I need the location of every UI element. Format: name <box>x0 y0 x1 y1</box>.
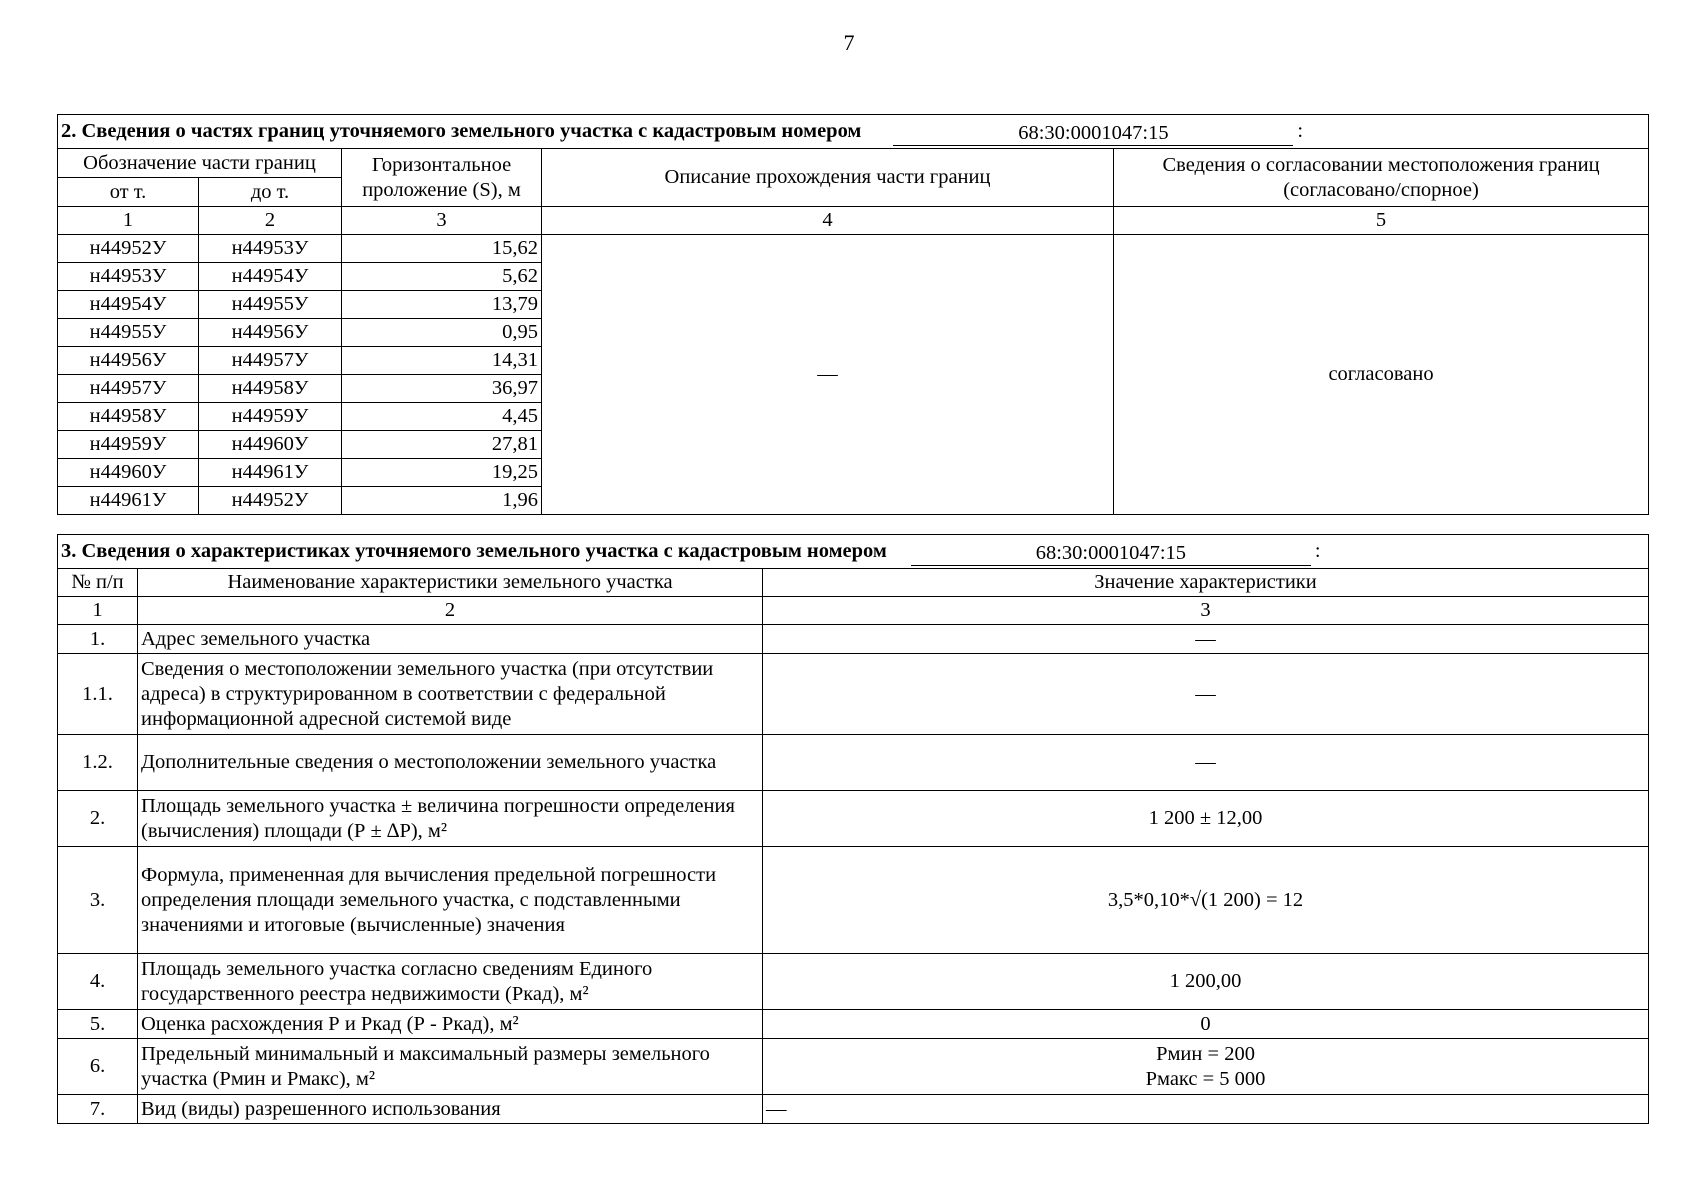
point-from: н44953У <box>58 263 199 291</box>
section2-title: 2. Сведения о частях границ уточняемого земельного участка с кадастровым номером <box>61 120 862 142</box>
header-num: № п/п <box>58 569 138 597</box>
row-number: 1.1. <box>58 654 138 735</box>
row-number: 6. <box>58 1039 138 1095</box>
characteristic-value: 0 <box>763 1010 1649 1039</box>
horizontal-distance: 1,96 <box>342 487 542 515</box>
col-number: 4 <box>542 207 1114 235</box>
characteristic-value: — <box>763 1095 1649 1124</box>
min-area-value: Рмин = 200 <box>1156 1042 1255 1065</box>
point-to: н44960У <box>199 431 342 459</box>
point-to: н44952У <box>199 487 342 515</box>
row-number: 1.2. <box>58 735 138 791</box>
col-number: 1 <box>58 597 138 625</box>
header-horizontal: Горизонтальное проложение (S), м <box>342 149 542 207</box>
agreement-value: согласовано <box>1114 235 1649 515</box>
table-row <box>58 1039 1649 1095</box>
section3-title: 3. Сведения о характеристиках уточняемого земельного участка с кадастровым номером <box>61 540 887 562</box>
point-from: н44952У <box>58 235 199 263</box>
characteristic-value: — <box>763 625 1649 654</box>
table-row <box>58 625 1649 654</box>
point-to: н44959У <box>199 403 342 431</box>
point-from: н44956У <box>58 347 199 375</box>
point-from: н44955У <box>58 319 199 347</box>
point-to: н44957У <box>199 347 342 375</box>
characteristic-name: Площадь земельного участка согласно сведениям Единого государственного реестра недвижимости (Ркад), м² <box>138 954 763 1010</box>
horizontal-distance: 13,79 <box>342 291 542 319</box>
section2-header-row <box>58 149 1649 178</box>
point-to: н44954У <box>199 263 342 291</box>
characteristic-value: 1 200 ± 12,00 <box>763 791 1649 847</box>
characteristic-name: Дополнительные сведения о местоположении земельного участка <box>138 735 763 791</box>
section3-cadastral-number: 68:30:0001047:15 <box>911 541 1311 566</box>
table-row <box>58 654 1649 735</box>
characteristic-name: Адрес земельного участка <box>138 625 763 654</box>
header-value: Значение характеристики <box>763 569 1649 597</box>
point-from: н44961У <box>58 487 199 515</box>
table-row <box>58 1095 1649 1124</box>
horizontal-distance: 36,97 <box>342 375 542 403</box>
horizontal-distance: 4,45 <box>342 403 542 431</box>
table-row <box>58 791 1649 847</box>
table-row <box>58 735 1649 791</box>
description-value: — <box>542 235 1114 515</box>
point-to: н44953У <box>199 235 342 263</box>
boundary-parts-table <box>57 114 1649 515</box>
row-number: 1. <box>58 625 138 654</box>
table-row <box>58 954 1649 1010</box>
characteristic-value: 3,5*0,10*√(1 200) = 12 <box>763 847 1649 954</box>
point-to: н44958У <box>199 375 342 403</box>
point-to: н44961У <box>199 459 342 487</box>
characteristic-value <box>763 1039 1649 1095</box>
col-number: 3 <box>342 207 542 235</box>
section3-header-row <box>58 569 1649 597</box>
header-agreement: Сведения о согласовании местоположения границ (согласовано/спорное) <box>1114 149 1649 207</box>
characteristic-name: Площадь земельного участка ± величина погрешности определения (вычисления) площади (Р ± ∆Р), м² <box>138 791 763 847</box>
section2-cadastral-number: 68:30:0001047:15 <box>893 121 1293 146</box>
col-number: 2 <box>199 207 342 235</box>
point-from: н44958У <box>58 403 199 431</box>
characteristic-name: Формула, примененная для вычисления предельной погрешности определения площади земельного участка, с подставленными значениями и итоговые (вычисленные) значения <box>138 847 763 954</box>
header-name: Наименование характеристики земельного участка <box>138 569 763 597</box>
row-number: 2. <box>58 791 138 847</box>
section3-title-row <box>58 535 1649 569</box>
section2-colon: : <box>1297 120 1304 142</box>
horizontal-distance: 15,62 <box>342 235 542 263</box>
characteristic-value: 1 200,00 <box>763 954 1649 1010</box>
characteristic-name: Предельный минимальный и максимальный размеры земельного участка (Рмин и Рмакс), м² <box>138 1039 763 1095</box>
header-description: Описание прохождения части границ <box>542 149 1114 207</box>
point-from: н44959У <box>58 431 199 459</box>
header-from: от т. <box>58 178 199 207</box>
max-area-value: Рмакс = 5 000 <box>1145 1067 1266 1090</box>
characteristic-name: Сведения о местоположении земельного участка (при отсутствии адреса) в структурированном в соответствии с федеральной информационной адресной системой виде <box>138 654 763 735</box>
row-number: 4. <box>58 954 138 1010</box>
point-from: н44960У <box>58 459 199 487</box>
col-number: 2 <box>138 597 763 625</box>
point-from: н44957У <box>58 375 199 403</box>
row-number: 7. <box>58 1095 138 1124</box>
characteristic-value: — <box>763 654 1649 735</box>
point-to: н44956У <box>199 319 342 347</box>
table-row <box>58 1010 1649 1039</box>
row-number: 3. <box>58 847 138 954</box>
header-designation: Обозначение части границ <box>58 149 342 178</box>
section3-colon: : <box>1314 540 1321 562</box>
col-number: 3 <box>763 597 1649 625</box>
col-number: 1 <box>58 207 199 235</box>
point-from: н44954У <box>58 291 199 319</box>
section2-col-numbers-row <box>58 207 1649 235</box>
characteristic-name: Оценка расхождения Р и Ркад (Р - Ркад), м² <box>138 1010 763 1039</box>
header-to: до т. <box>199 178 342 207</box>
section3-col-numbers-row <box>58 597 1649 625</box>
row-number: 5. <box>58 1010 138 1039</box>
col-number: 5 <box>1114 207 1649 235</box>
characteristic-name: Вид (виды) разрешенного использования <box>138 1095 763 1124</box>
horizontal-distance: 5,62 <box>342 263 542 291</box>
characteristic-value: — <box>763 735 1649 791</box>
horizontal-distance: 27,81 <box>342 431 542 459</box>
horizontal-distance: 0,95 <box>342 319 542 347</box>
page-number: 7 <box>843 30 855 55</box>
point-to: н44955У <box>199 291 342 319</box>
horizontal-distance: 19,25 <box>342 459 542 487</box>
table-row <box>58 235 1649 263</box>
characteristics-table <box>57 534 1649 1124</box>
section2-title-row <box>58 115 1649 149</box>
table-row <box>58 847 1649 954</box>
horizontal-distance: 14,31 <box>342 347 542 375</box>
